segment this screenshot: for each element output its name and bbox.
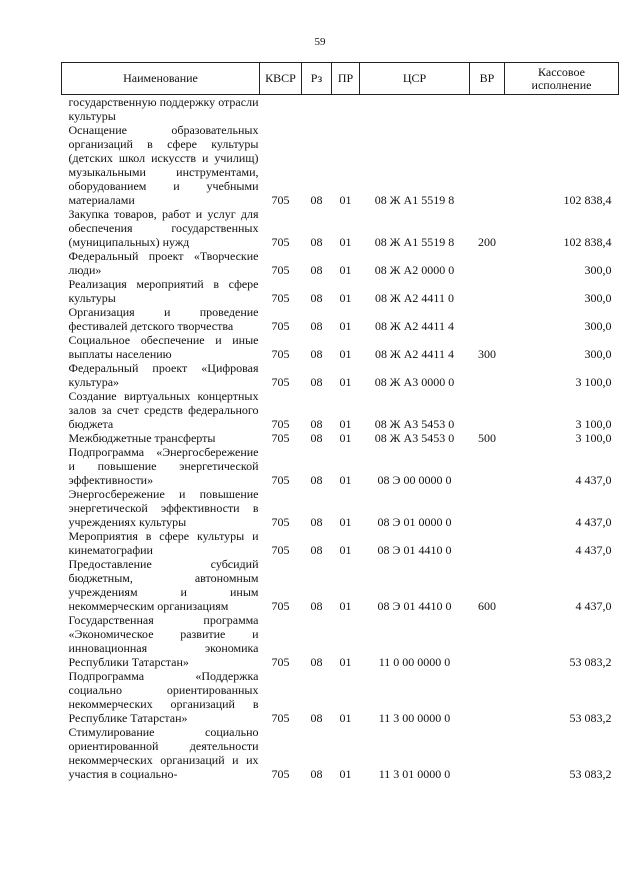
cell-name: государственную поддержку отрасли культуры	[68, 95, 259, 123]
cell-amount	[505, 95, 619, 124]
cell-name: Межбюджетные трансферты	[68, 431, 216, 445]
cell-rz: 08	[310, 263, 323, 277]
cell-amount: 300,0	[584, 291, 612, 305]
cell-pr: 01	[339, 515, 352, 529]
cell-vr	[470, 669, 505, 725]
header-rz: Рз	[302, 63, 332, 95]
cell-pr: 01	[339, 235, 352, 249]
cell-pr: 01	[339, 431, 352, 445]
cell-pr: 01	[339, 347, 352, 361]
cell-pr: 01	[339, 193, 352, 207]
cell-kvsr: 705	[271, 431, 290, 445]
cell-pr: 01	[339, 291, 352, 305]
cell-amount: 300,0	[584, 319, 612, 333]
cell-name: Мероприятия в сфере культуры и кинематографии	[68, 529, 259, 557]
table-row	[62, 95, 619, 124]
cell-vr	[470, 487, 505, 529]
cell-csr: 08 Ж А2 4411 4	[375, 347, 454, 361]
cell-vr	[470, 305, 505, 333]
cell-vr	[470, 123, 505, 207]
cell-kvsr: 705	[271, 711, 290, 725]
cell-rz	[302, 95, 332, 124]
cell-csr: 08 Ж А3 5453 0	[374, 431, 455, 445]
cell-csr: 11 3 00 0000 0	[378, 711, 451, 725]
cell-amount: 4 437,0	[575, 515, 612, 529]
cell-csr: 08 Э 01 4410 0	[377, 599, 452, 613]
cell-amount: 4 437,0	[575, 599, 612, 613]
cell-pr: 01	[339, 375, 352, 389]
cell-rz: 08	[310, 235, 323, 249]
table-row	[62, 487, 619, 529]
cell-rz: 08	[310, 767, 323, 781]
cell-name: Подпрограмма «Энергосбережение и повышение энергетической эффективности»	[68, 445, 259, 487]
cell-csr: 08 Ж А1 5519 8	[374, 193, 455, 207]
cell-amount: 102 838,4	[563, 235, 612, 249]
cell-rz: 08	[310, 515, 323, 529]
cell-amount: 3 100,0	[575, 417, 612, 431]
cell-rz: 08	[310, 599, 323, 613]
table-row	[62, 249, 619, 277]
cell-rz: 08	[310, 291, 323, 305]
cell-csr: 08 Ж А3 5453 0	[374, 417, 455, 431]
cell-kvsr: 705	[271, 319, 290, 333]
cell-kvsr: 705	[271, 543, 290, 557]
cell-vr	[470, 95, 505, 124]
cell-vr	[470, 389, 505, 431]
cell-kvsr: 705	[271, 291, 290, 305]
cell-vr	[470, 613, 505, 669]
cell-rz: 08	[310, 711, 323, 725]
cell-kvsr: 705	[271, 193, 290, 207]
cell-vr	[470, 249, 505, 277]
cell-kvsr: 705	[271, 235, 290, 249]
cell-name: Федеральный проект «Цифровая культура»	[68, 361, 259, 389]
cell-name: Стимулирование социально ориентированной деятельности некоммерческих организаций и их участия в социально-	[68, 725, 259, 781]
cell-amount: 3 100,0	[575, 431, 612, 445]
cell-csr: 08 Ж А2 4411 4	[375, 319, 454, 333]
cell-vr	[470, 725, 505, 781]
cell-csr	[360, 95, 470, 124]
cell-csr: 08 Э 01 0000 0	[377, 515, 452, 529]
cell-vr	[470, 361, 505, 389]
cell-name: Социальное обеспечение и иные выплаты населению	[68, 333, 259, 361]
cell-pr: 01	[339, 599, 352, 613]
header-pr: ПР	[332, 63, 360, 95]
cell-csr: 11 0 00 0000 0	[378, 655, 451, 669]
table-row	[62, 389, 619, 431]
cell-kvsr: 705	[271, 515, 290, 529]
cell-rz: 08	[310, 375, 323, 389]
table-row	[62, 431, 619, 445]
cell-rz: 08	[310, 319, 323, 333]
cell-amount: 102 838,4	[563, 193, 612, 207]
cell-amount: 4 437,0	[575, 543, 612, 557]
header-csr: ЦСР	[360, 63, 470, 95]
cell-rz: 08	[310, 347, 323, 361]
cell-csr: 08 Ж А2 0000 0	[374, 263, 455, 277]
cell-kvsr: 705	[271, 417, 290, 431]
table-row	[62, 207, 619, 249]
table-row	[62, 333, 619, 361]
cell-csr: 08 Э 01 4410 0	[377, 543, 452, 557]
cell-amount: 300,0	[584, 263, 612, 277]
cell-kvsr: 705	[271, 263, 290, 277]
table-row	[62, 361, 619, 389]
cell-pr: 01	[339, 319, 352, 333]
page-number: 59	[314, 36, 326, 48]
budget-table	[61, 62, 619, 781]
cell-amount: 4 437,0	[575, 473, 612, 487]
header-amount: Кассовое исполнение	[505, 63, 619, 95]
cell-rz: 08	[310, 431, 323, 445]
cell-pr: 01	[339, 767, 352, 781]
table-row	[62, 557, 619, 613]
cell-pr: 01	[339, 263, 352, 277]
cell-rz: 08	[310, 473, 323, 487]
cell-name: Предоставление субсидий бюджетным, автономным учреждениям и иным некоммерческим организациям	[68, 557, 259, 613]
table-row	[62, 277, 619, 305]
table-row	[62, 445, 619, 487]
table-row	[62, 725, 619, 781]
header-kvsr: КВСР	[260, 63, 302, 95]
cell-kvsr: 705	[271, 347, 290, 361]
cell-name: Оснащение образовательных организаций в сфере культуры (детских школ искусств и училищ) музыкальными инструментами, оборудованием и учебными материалами	[68, 123, 259, 207]
cell-vr	[470, 529, 505, 557]
cell-pr: 01	[339, 473, 352, 487]
cell-vr: 600	[478, 599, 496, 613]
cell-amount: 53 083,2	[569, 767, 612, 781]
table-row	[62, 305, 619, 333]
cell-pr: 01	[339, 711, 352, 725]
cell-amount: 53 083,2	[569, 655, 612, 669]
cell-amount: 53 083,2	[569, 711, 612, 725]
cell-name: Реализация мероприятий в сфере культуры	[68, 277, 259, 305]
cell-csr: 08 Ж А1 5519 8	[374, 235, 455, 249]
cell-rz: 08	[310, 193, 323, 207]
cell-name: Организация и проведение фестивалей детского творчества	[68, 305, 259, 333]
cell-kvsr	[260, 95, 302, 124]
cell-rz: 08	[310, 655, 323, 669]
cell-vr	[470, 445, 505, 487]
cell-rz: 08	[310, 417, 323, 431]
table-row	[62, 123, 619, 207]
cell-csr: 08 Ж А2 4411 0	[375, 291, 454, 305]
table-row	[62, 529, 619, 557]
cell-amount: 3 100,0	[575, 375, 612, 389]
cell-vr: 500	[478, 431, 496, 445]
cell-name: Закупка товаров, работ и услуг для обеспечения государственных (муниципальных) нужд	[68, 207, 259, 249]
cell-name: Государственная программа «Экономическое развитие и инновационная экономика Республики Татарстан»	[68, 613, 259, 669]
cell-rz: 08	[310, 543, 323, 557]
table-header-row	[62, 63, 619, 95]
cell-name: Федеральный проект «Творческие люди»	[68, 249, 259, 277]
cell-vr	[470, 277, 505, 305]
cell-pr: 01	[339, 543, 352, 557]
cell-kvsr: 705	[271, 599, 290, 613]
cell-vr: 300	[478, 347, 496, 361]
cell-amount: 300,0	[584, 347, 612, 361]
cell-name: Энергосбережение и повышение энергетической эффективности в учреждениях культуры	[68, 487, 259, 529]
cell-name: Создание виртуальных концертных залов за счет средств федерального бюджета	[68, 389, 259, 431]
cell-vr: 200	[478, 235, 496, 249]
cell-name: Подпрограмма «Поддержка социально ориентированных некоммерческих организаций в Республике Татарстан»	[68, 669, 259, 725]
table-row	[62, 613, 619, 669]
cell-csr: 11 3 01 0000 0	[378, 767, 451, 781]
cell-pr: 01	[339, 655, 352, 669]
cell-pr	[332, 95, 360, 124]
cell-pr: 01	[339, 417, 352, 431]
table-row	[62, 669, 619, 725]
cell-kvsr: 705	[271, 767, 290, 781]
header-name: Наименование	[62, 63, 260, 95]
cell-csr: 08 Ж А3 0000 0	[374, 375, 455, 389]
cell-kvsr: 705	[271, 473, 290, 487]
cell-csr: 08 Э 00 0000 0	[377, 473, 452, 487]
cell-kvsr: 705	[271, 655, 290, 669]
cell-kvsr: 705	[271, 375, 290, 389]
header-vr: ВР	[470, 63, 505, 95]
